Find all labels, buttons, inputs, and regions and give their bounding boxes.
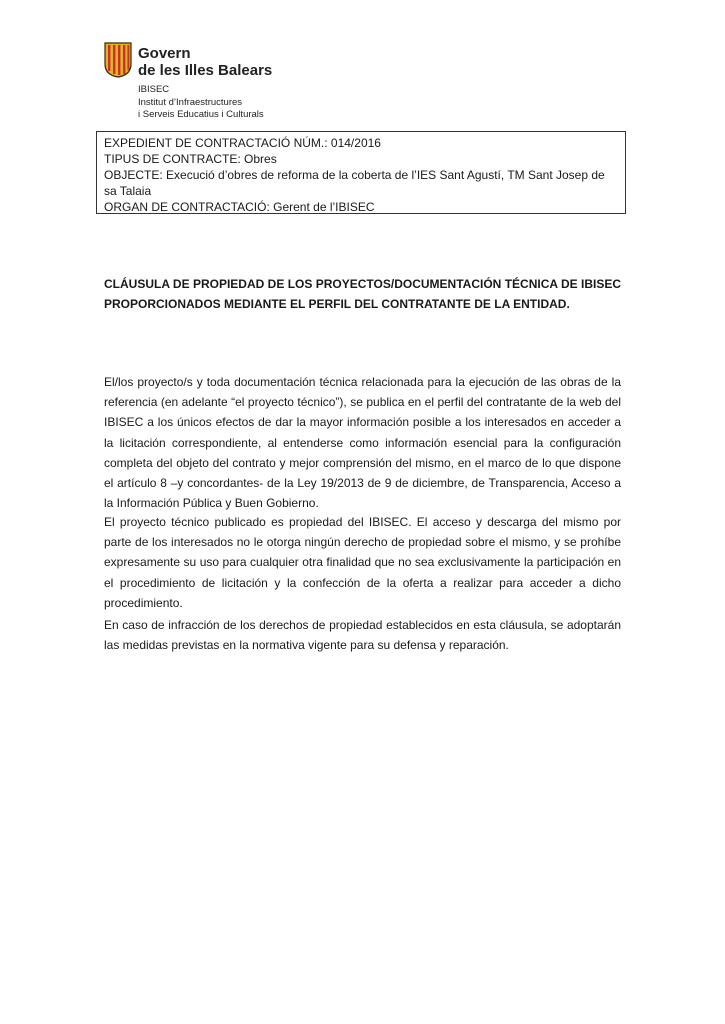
expedient-number: EXPEDIENT DE CONTRACTACIÓ NÚM.: 014/2016 xyxy=(104,136,381,150)
paragraph-3: En caso de infracción de los derechos de propiedad establecidos en esta cláusula, se adoptarán las medidas previstas en la normativa vigente para su defensa y reparación. xyxy=(104,618,621,653)
contracting-body: ORGAN DE CONTRACTACIÓ: Gerent de l’IBISEC xyxy=(104,200,375,214)
org-name-line1: Govern xyxy=(138,45,191,62)
clause-title: CLÁUSULA DE PROPIEDAD DE LOS PROYECTOS/DOCUMENTACIÓN TÉCNICA DE IBISEC PROPORCIONADOS MEDIANTE EL PERFIL DEL CONTRATANTE DE LA ENTIDAD. xyxy=(104,277,621,311)
contract-type: TIPUS DE CONTRACTE: Obres xyxy=(104,152,277,166)
contract-object: OBJECTE: Execució d’obres de reforma de la coberta de l’IES Sant Agustí, TM Sant Josep de sa Talaia xyxy=(104,168,605,198)
contract-info-box xyxy=(96,131,626,214)
agency-name-line1: Institut d’Infraestructures xyxy=(138,97,243,108)
paragraph-1: El/los proyecto/s y toda documentación técnica relacionada para la ejecución de las obras de la referencia (en adelante “el proyecto técnico”), se publica en el perfil del contratante de la web del IBISEC a los únicos efectos de dar la mayor información posible a los interesados en acceder a la licitación correspondiente, al entenderse como información esencial para la configuración completa del objeto del contrato y mejor comprensión del mismo, en el marco de lo que dispone el artículo 8 –y concordantes- de la Ley 19/2013 de 9 de diciembre, de Transparencia, Acceso a la Información Pública y Buen Gobierno. xyxy=(104,375,621,511)
agency-acronym: IBISEC xyxy=(138,84,170,95)
org-name-line2: de les Illes Balears xyxy=(138,62,273,79)
agency-name-line2: i Serveis Educatius i Culturals xyxy=(138,109,264,120)
paragraph-2: El proyecto técnico publicado es propiedad del IBISEC. El acceso y descarga del mismo por parte de los interesados no le otorga ningún derecho de propiedad sobre el mismo, y se prohíbe expresamente su uso para cualquier otra finalidad que no sea exclusivamente la participación en el procedimiento de licitación y la confección de la oferta a realizar para acceder a dicho procedimiento. xyxy=(104,515,621,610)
balearic-shield-icon xyxy=(104,42,132,78)
